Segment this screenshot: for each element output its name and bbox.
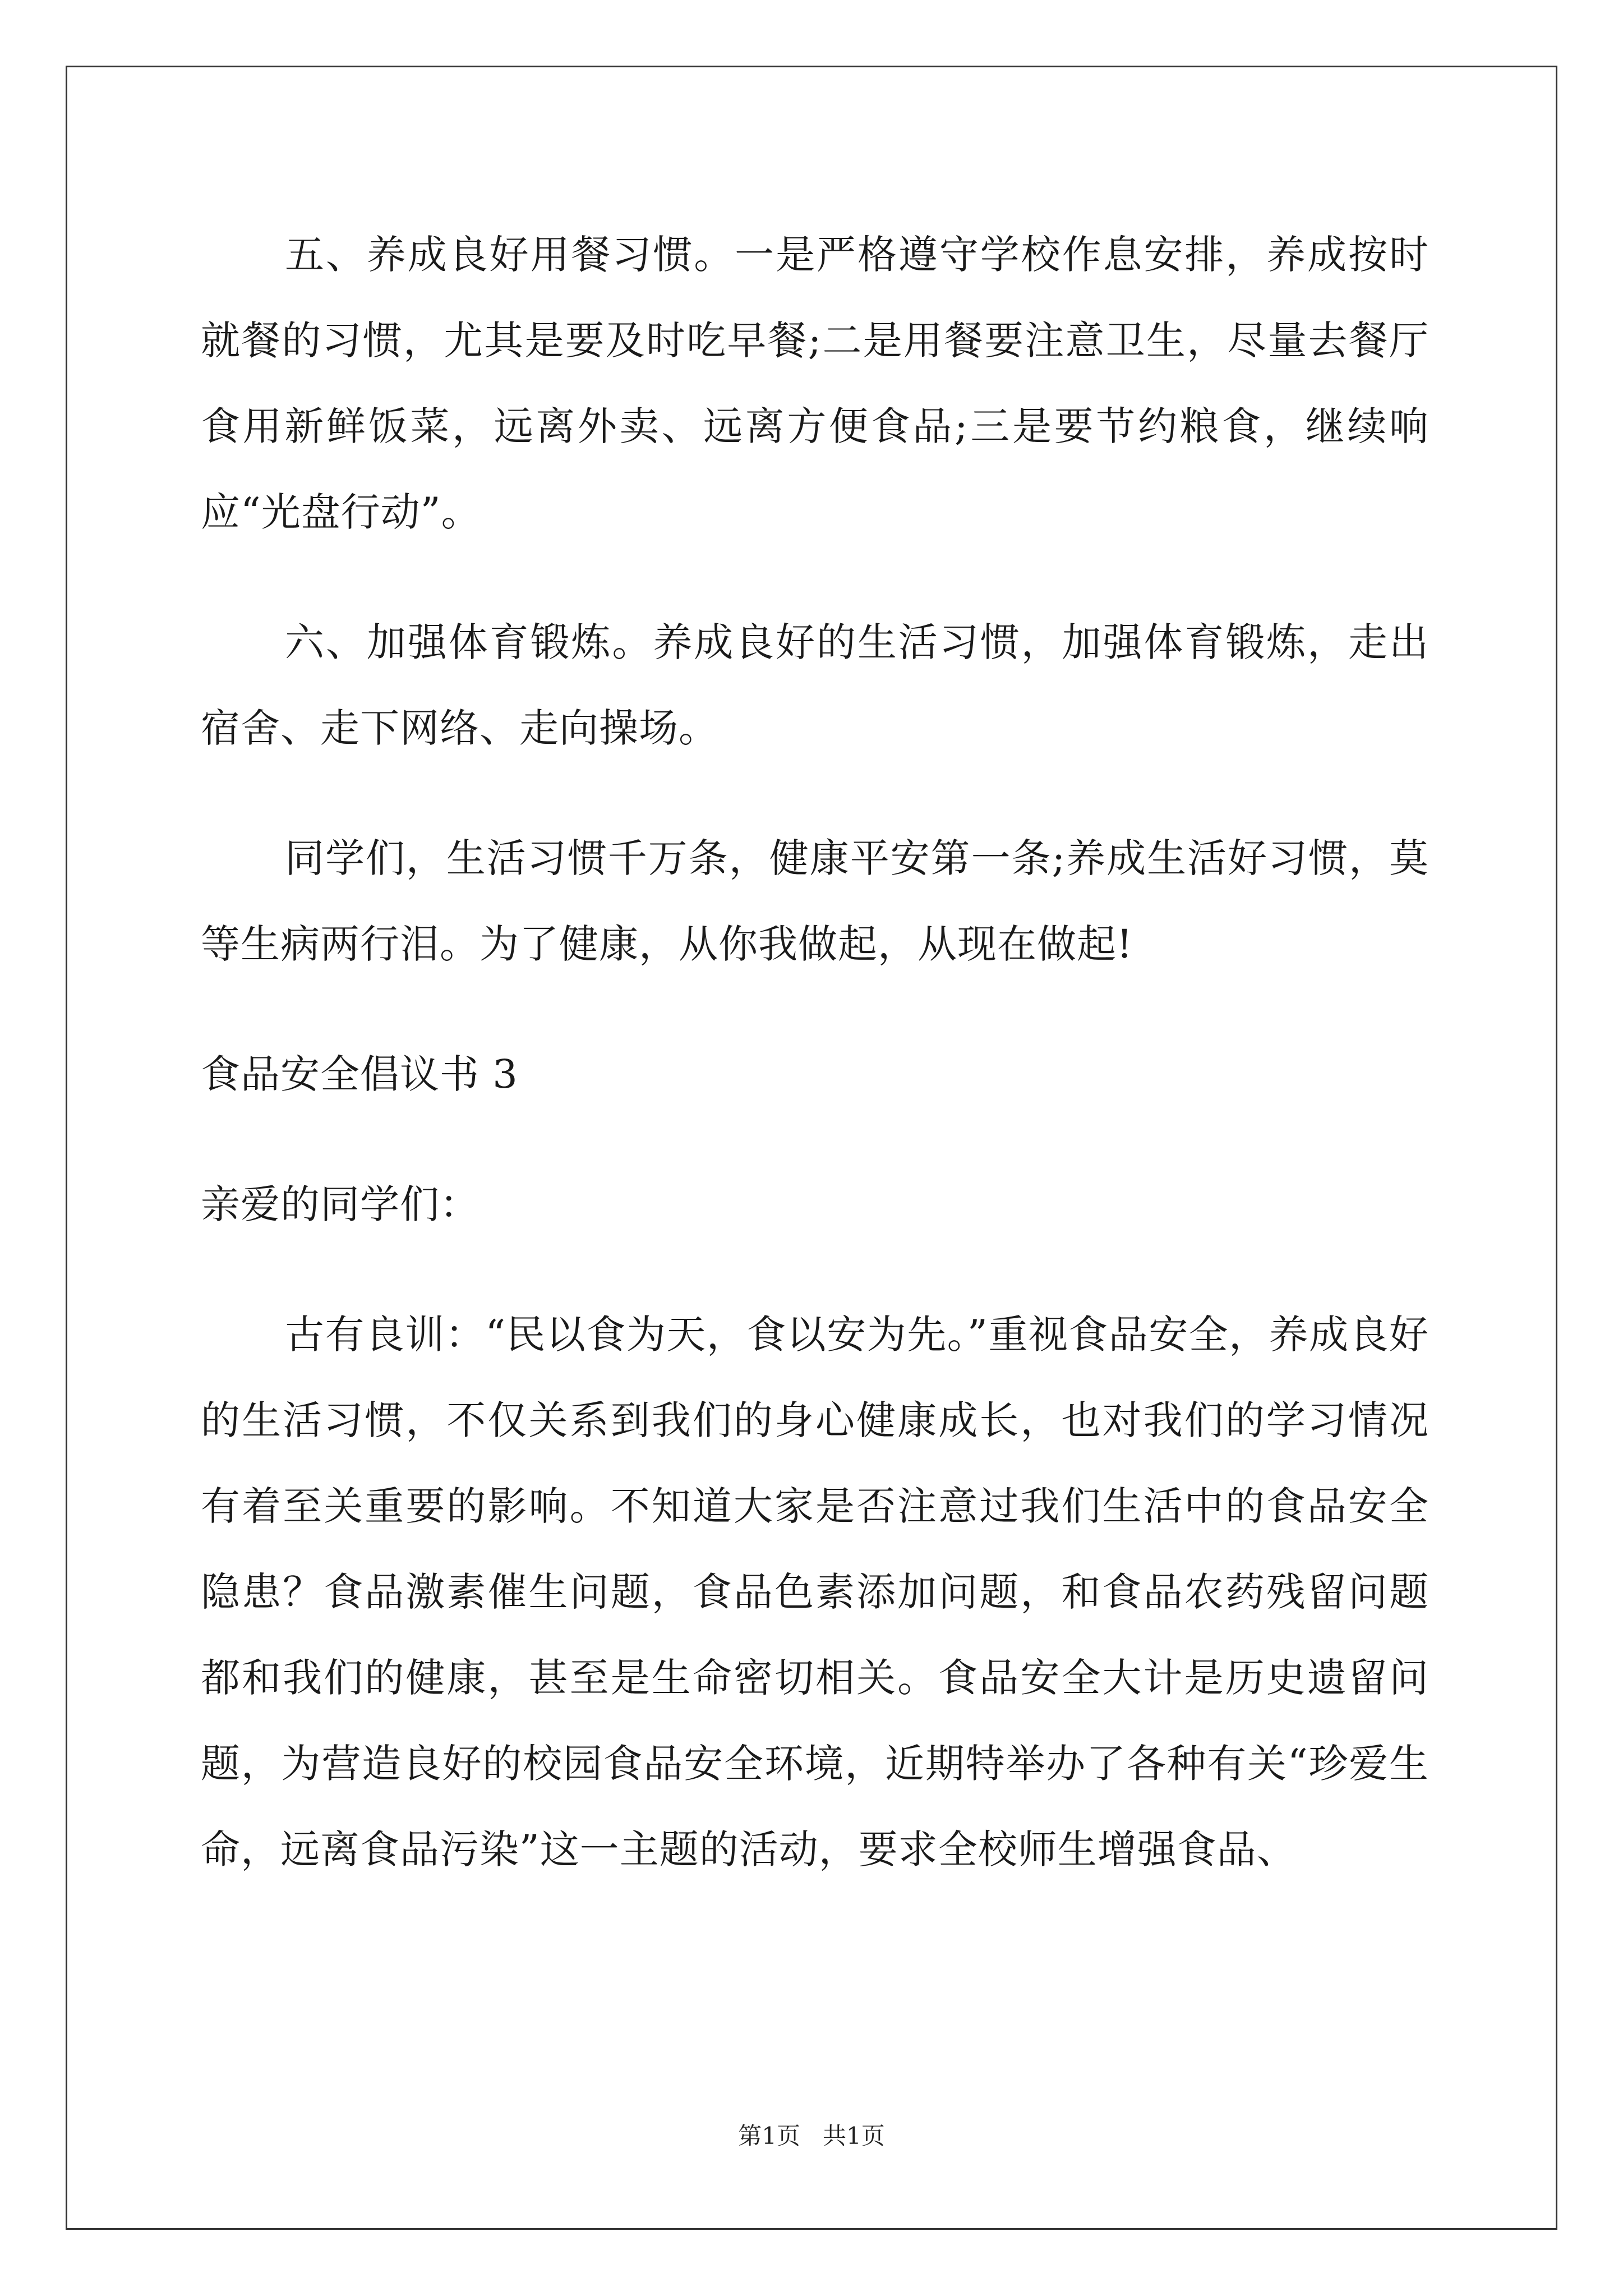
page-total: 共1页	[823, 2122, 885, 2150]
salutation: 亲爱的同学们：	[201, 1181, 479, 1227]
page-footer	[0, 2118, 1623, 2151]
paragraph-intro: 古有良训：“民以食为天，食以安为先。”重视食品安全，养成良好的生活习惯，不仅关系到我们的身心健康成长，也对我们的学习情况有着至关重要的影响。不知道大家是否注意过我们生活中的食品安全隐患？食品激素催生问题，食品色素添加问题，和食品农药残留问题都和我们的健康，甚至是生命密切相关。食品安全大计是历史遗留问题，为营造良好的校园食品安全环境，近期特举办了各种有关“珍爱生命，远离食品污染”这一主题的活动，要求全校师生增强食品、	[201, 1312, 1429, 1872]
paragraph-habit-exercise: 六、加强体育锻炼。养成良好的生活习惯，加强体育锻炼，走出宿舍、走下网络、走向操场。	[201, 619, 1429, 751]
document-body	[201, 212, 1429, 1937]
page-number: 第1页	[738, 2122, 800, 2150]
section-title: 食品安全倡议书 3	[201, 1051, 518, 1097]
paragraph-habit-dining: 五、养成良好用餐习惯。一是严格遵守学校作息安排，养成按时就餐的习惯，尤其是要及时吃早餐;二是用餐要注意卫生，尽量去餐厅食用新鲜饭菜，远离外卖、远离方便食品;三是要节约粮食，继续响应“光盘行动”。	[201, 232, 1429, 535]
paragraph-closing: 同学们，生活习惯千万条，健康平安第一条;养成生活好习惯，莫等生病两行泪。为了健康，从你我做起，从现在做起!	[201, 835, 1429, 967]
